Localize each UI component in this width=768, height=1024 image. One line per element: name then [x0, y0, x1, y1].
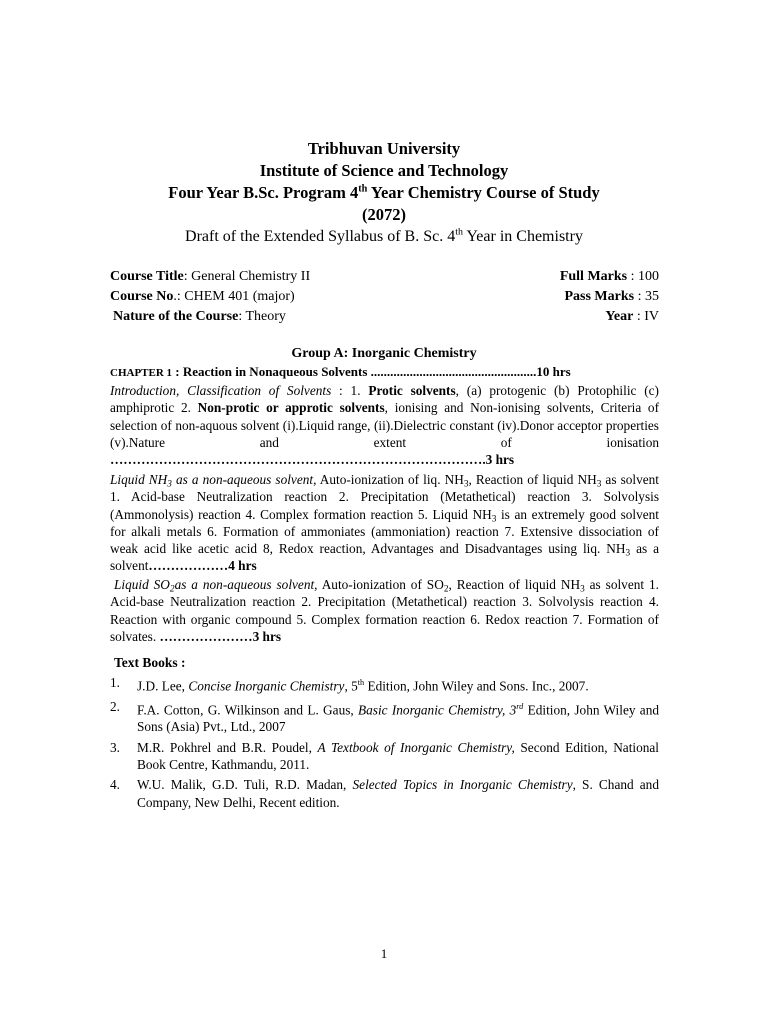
list-item: 3. M.R. Pokhrel and B.R. Poudel, A Textbook of Inorganic Chemistry, Second Edition, National Book Centre, Kathmandu, 2011.: [110, 739, 659, 773]
textbooks-list: [110, 674, 659, 814]
course-title: Course Title: General Chemistry II: [110, 269, 311, 284]
course-info-row: [110, 287, 659, 307]
course-number: Course No.: CHEM 401 (major): [110, 289, 295, 304]
course-info-row: [110, 267, 659, 287]
program-year: (2072): [362, 205, 406, 224]
full-marks: Full Marks : 100: [559, 269, 659, 284]
course-year: Year : IV: [605, 309, 659, 324]
section-liquid-so2: Liquid $SO_2as$ a non-aqueous solvent, Auto-ionization of $SO_2$, Reaction of liquid $NH_3$ as solvent 1. Acid-base Neutralization reaction 2. Precipitation (Metathetical) reaction 3. Solvolysis reaction 4. Reaction with organic compound 5. Complex formation reaction 6. Redox reaction 7. Formation of solvates. …………………3 hrs: [110, 577, 659, 644]
list-item: 1. J.D. Lee, Concise Inorganic Chemistry, 5th Edition, John Wiley and Sons. Inc., 2007.: [110, 675, 589, 694]
group-title: Group A: Inorganic Chemistry: [291, 346, 477, 361]
course-nature: Nature of the Course: Theory: [113, 309, 286, 324]
program-title: Four Year B.Sc. Program 4th Year Chemistry Course of Study: [168, 183, 600, 202]
syllabus-title: Draft of the Extended Syllabus of B. Sc. 4th Year in Chemistry: [185, 226, 583, 245]
course-info: [110, 267, 659, 327]
pass-marks: Pass Marks : 35: [564, 289, 659, 304]
textbooks-heading: Text Books :: [114, 655, 186, 670]
document-header: [0, 138, 768, 248]
section-introduction: Introduction, Classification of Solvents : 1. Protic solvents, (a) protogenic (b) Protophilic (c) amphiprotic 2. Non-protic or approtic solvents, ionising and Non-ionising solvents, Criteria of selection of non-aquous solvent (i).Liquid range, (ii).Dielectric constant (iv).Donor acceptor properties (v).Nature and extent of ionisation ………………………………………………………………………….3 hrs: [110, 383, 659, 468]
institute-name: Institute of Science and Technology: [259, 161, 509, 180]
list-item: 4. W.U. Malik, G.D. Tuli, R.D. Madan, Selected Topics in Inorganic Chemistry, S. Chand and Company, New Delhi, Recent edition.: [110, 777, 659, 810]
section-liquid-nh3: Liquid $NH_3$ as a non-aqueous solvent, Auto-ionization of liq. $NH_3$, Reaction of liquid $NH_3$ as solvent 1. Acid-base Neutralization reaction 2. Precipitation (Metathetical) reaction 3. Solvolysis (Ammonolysis) reaction 4. Complex formation reaction 5. Liquid $NH_3$ is an extremely good solvent for alkali metals 6. Formation of ammoniates (ammoniation) reaction 7. Extensive dissociation of weak acid like acetic acid 8, Redox reaction, Advantages and Disadvantages using liq. $NH_3$ as a solvent………………4 hrs: [110, 472, 659, 574]
list-item: 2. F.A. Cotton, G. Wilkinson and L. Gaus, Basic Inorganic Chemistry, 3rd Edition, John Wiley and Sons (Asia) Pvt., Ltd., 2007: [110, 698, 659, 735]
page-number: 1: [380, 946, 388, 961]
university-name: Tribhuvan University: [307, 139, 461, 158]
chapter-heading: CHAPTER 1 : Reaction in Nonaqueous Solvents ...................................................10 hrs: [110, 364, 571, 379]
course-info-row: [110, 307, 659, 327]
